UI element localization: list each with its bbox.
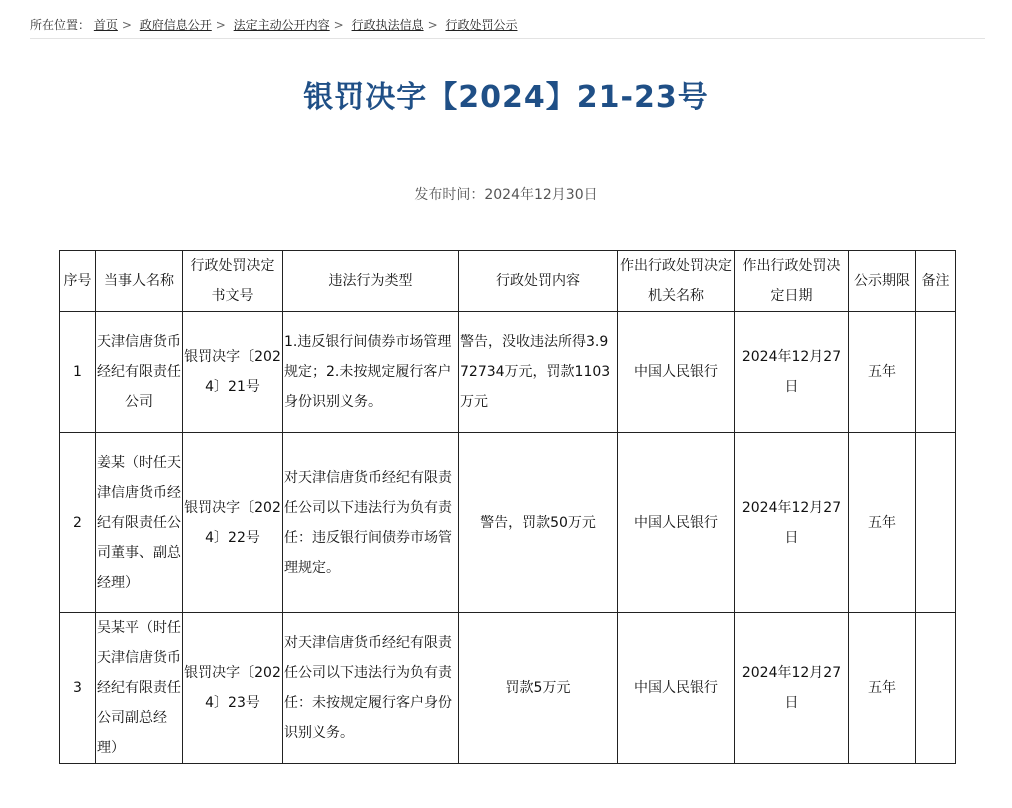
header-cell: 行政处罚决定书文号	[183, 251, 283, 312]
cell-no: 2	[60, 433, 96, 613]
header-cell: 当事人名称	[96, 251, 183, 312]
cell-party: 天津信唐货币经纪有限责任公司	[96, 312, 183, 433]
table-header-row	[60, 251, 956, 312]
cell-no: 1	[60, 312, 96, 433]
breadcrumb	[30, 16, 985, 39]
cell-remark	[916, 433, 956, 613]
breadcrumb-prefix: 所在位置：	[30, 18, 91, 32]
breadcrumb-link-statutory[interactable]: 法定主动公开内容	[233, 18, 330, 32]
cell-no: 3	[60, 613, 96, 764]
cell-violation: 1.违反银行间债券市场管理规定；2.未按规定履行客户身份识别义务。	[283, 312, 459, 433]
cell-penalty: 警告，罚款50万元	[459, 433, 618, 613]
cell-remark	[916, 613, 956, 764]
cell-party: 姜某（时任天津信唐货币经纪有限责任公司董事、副总经理）	[96, 433, 183, 613]
header-cell: 作出行政处罚决定日期	[735, 251, 849, 312]
cell-authority: 中国人民银行	[618, 312, 735, 433]
header-cell: 备注	[916, 251, 956, 312]
cell-period: 五年	[849, 312, 916, 433]
cell-date: 2024年12月27日	[735, 433, 849, 613]
cell-doc-no: 银罚决字〔2024〕21号	[183, 312, 283, 433]
table-row	[60, 433, 956, 613]
cell-authority: 中国人民银行	[618, 613, 735, 764]
breadcrumb-separator: >	[427, 18, 438, 32]
header-cell: 行政处罚内容	[459, 251, 618, 312]
publish-time: 发布时间：2024年12月30日	[414, 187, 598, 203]
cell-date: 2024年12月27日	[735, 613, 849, 764]
header-cell: 违法行为类型	[283, 251, 459, 312]
cell-period: 五年	[849, 433, 916, 613]
cell-period: 五年	[849, 613, 916, 764]
cell-penalty: 警告，没收违法所得3.972734万元，罚款1103万元	[459, 312, 618, 433]
penalty-table	[59, 250, 956, 764]
cell-violation: 对天津信唐货币经纪有限责任公司以下违法行为负有责任：违反银行间债券市场管理规定。	[283, 433, 459, 613]
cell-penalty: 罚款5万元	[459, 613, 618, 764]
breadcrumb-link-gov-info[interactable]: 政府信息公开	[139, 18, 212, 32]
table-row	[60, 312, 956, 433]
breadcrumb-link-enforcement[interactable]: 行政执法信息	[351, 18, 424, 32]
breadcrumb-separator: >	[215, 18, 226, 32]
cell-violation: 对天津信唐货币经纪有限责任公司以下违法行为负有责任：未按规定履行客户身份识别义务。	[283, 613, 459, 764]
cell-remark	[916, 312, 956, 433]
breadcrumb-separator: >	[333, 18, 344, 32]
page-title: 银罚决字【2024】21-23号	[303, 80, 709, 115]
cell-date: 2024年12月27日	[735, 312, 849, 433]
cell-authority: 中国人民银行	[618, 433, 735, 613]
header-cell: 序号	[60, 251, 96, 312]
breadcrumb-separator: >	[121, 18, 132, 32]
cell-doc-no: 银罚决字〔2024〕22号	[183, 433, 283, 613]
header-cell: 公示期限	[849, 251, 916, 312]
breadcrumb-link-penalty[interactable]: 行政处罚公示	[445, 18, 518, 32]
cell-party: 吴某平（时任天津信唐货币经纪有限责任公司副总经理）	[96, 613, 183, 764]
table-row	[60, 613, 956, 764]
cell-doc-no: 银罚决字〔2024〕23号	[183, 613, 283, 764]
breadcrumb-link-home[interactable]: 首页	[93, 18, 118, 32]
header-cell: 作出行政处罚决定机关名称	[618, 251, 735, 312]
